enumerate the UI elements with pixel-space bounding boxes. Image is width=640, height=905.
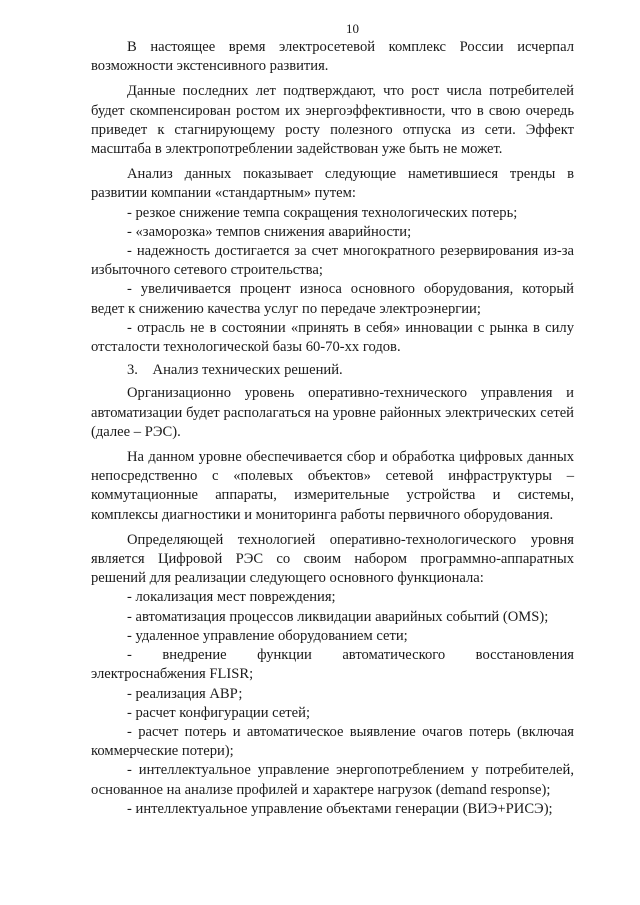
- list-item: - резкое снижение темпа сокращения технологических потерь;: [127, 204, 518, 221]
- section-title: Анализ технических решений.: [152, 362, 343, 379]
- list-item: - «заморозка» темпов снижения аварийности;: [127, 223, 412, 240]
- section-heading: [91, 361, 574, 380]
- paragraph: Определяющей технологией оперативно-технологического уровня является Цифровой РЭС со своим набором программно-аппаратных решений для реализации следующего основного функционала:: [91, 531, 574, 587]
- paragraph: В настоящее время электросетевой комплекс России исчерпал возможности экстенсивного развития.: [91, 39, 574, 75]
- paragraph: Данные последних лет подтверждают, что рост числа потребителей будет скомпенсирован ростом их энергоэффективности, что в свою очередь приведет к стагнирующему росту полезного отпуска из сети. Эффект масштаба в электропотреблении задействован уже быть не может.: [91, 83, 574, 158]
- page-number: 10: [346, 21, 359, 36]
- list-item: - реализация АВР;: [127, 685, 243, 702]
- list-item: - интеллектуальное управление объектами генерации (ВИЭ+РИСЭ);: [127, 800, 553, 817]
- page-body: [91, 38, 574, 819]
- list-item: - автоматизация процессов ликвидации аварийных событий (OMS);: [127, 608, 549, 625]
- list-item: - локализация мест повреждения;: [127, 589, 336, 606]
- paragraph: На данном уровне обеспечивается сбор и обработка цифровых данных непосредственно с «полевых объектов» сетевой инфраструктуры – коммутационные аппараты, измерительные устройства и системы, комплексы диагностики и мониторинга работы первичного оборудования.: [91, 449, 574, 523]
- paragraph: Организационно уровень оперативно-технического управления и автоматизации будет располагаться на уровне районных электрических сетей (далее – РЭС).: [91, 385, 574, 440]
- list-item: - увеличивается процент износа основного оборудования, который ведет к снижению качества услуг по передаче электроэнергии;: [91, 281, 574, 317]
- list-item: - надежность достигается за счет многократного резервирования из-за избыточного сетевого строительства;: [91, 243, 574, 279]
- list-item: - интеллектуальное управление энергопотреблением у потребителей, основанное на анализе профилей и характере нагрузок (demand response);: [91, 762, 574, 798]
- list-item: - внедрение функции автоматического восстановления электроснабжения FLISR;: [91, 647, 574, 683]
- list-item: - расчет потерь и автоматическое выявление очагов потерь (включая коммерческие потери);: [91, 723, 574, 760]
- section-number: 3.: [127, 362, 138, 379]
- list-item: - расчет конфигурации сетей;: [127, 704, 311, 721]
- paragraph: Анализ данных показывает следующие наметившиеся тренды в развитии компании «стандартным» путем:: [91, 166, 574, 202]
- list-item: - отрасль не в состоянии «принять в себя» инновации с рынка в силу отсталости технологической базы 60-70-хх годов.: [91, 319, 574, 356]
- list-item: - удаленное управление оборудованием сети;: [127, 627, 408, 644]
